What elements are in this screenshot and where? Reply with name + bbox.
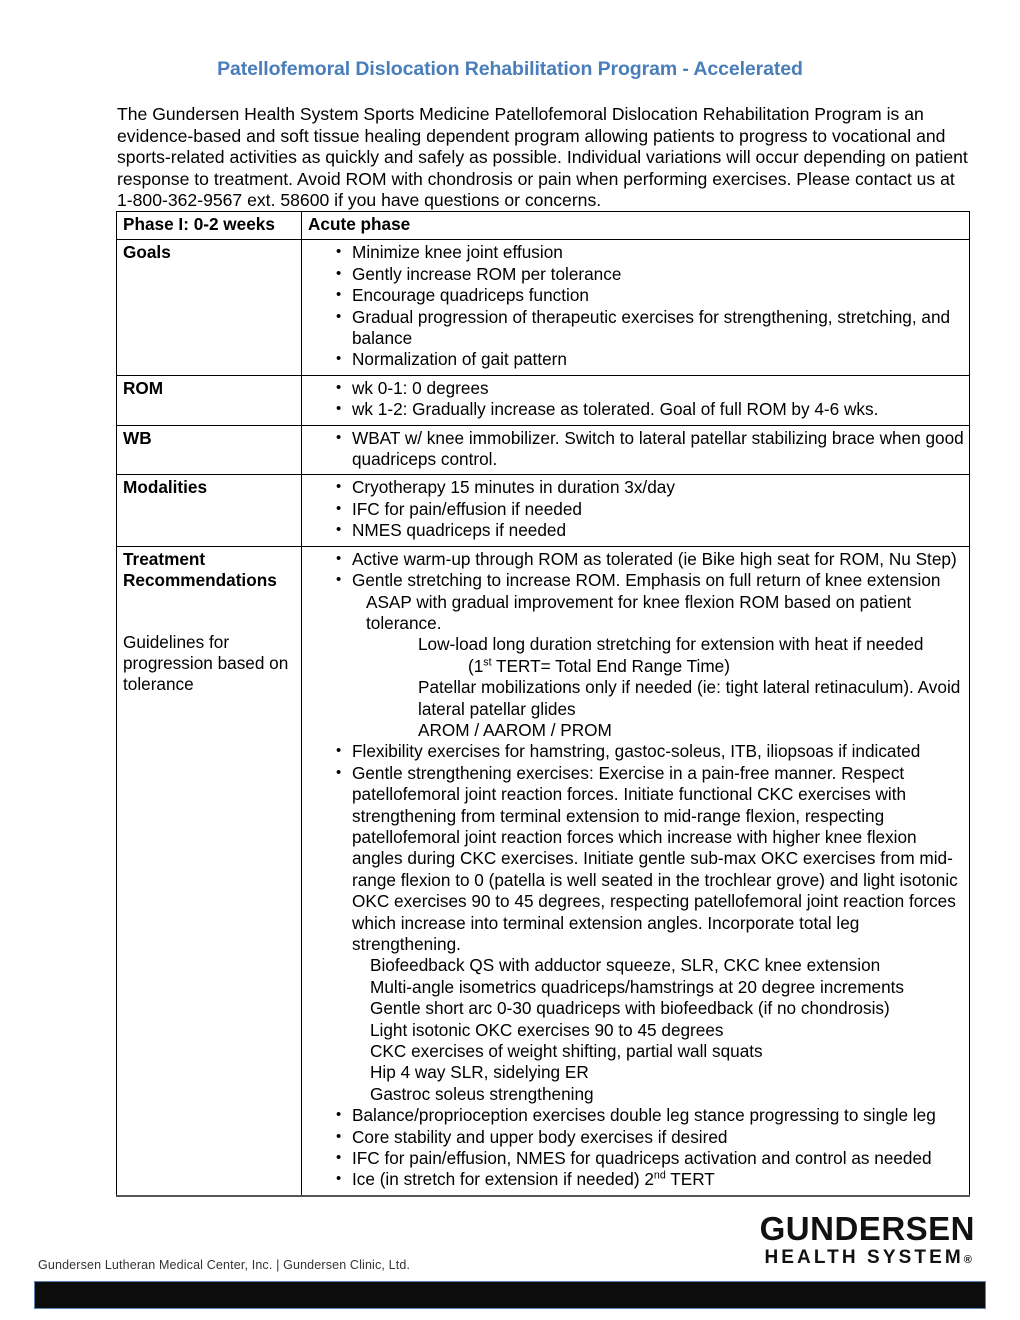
rom-label-cell [117, 375, 302, 425]
list-item: • Minimize knee joint effusion [336, 242, 965, 263]
list-item: • wk 0-1: 0 degrees [336, 378, 965, 399]
list-item: • Gently increase ROM per tolerance [336, 264, 965, 285]
table-row-treatment [117, 546, 970, 1196]
list-item: • Core stability and upper body exercises if desired [336, 1127, 965, 1148]
list-item: • Gentle strengthening exercises: Exercise in a pain-free manner. Respect patellofemoral joint reaction forces. Initiate functional CKC exercises with strengthening from terminal extension to mid-range flexion, respecting patellofemoral joint reaction forces which increase with higher knee flexion angles during CKC exercises. Initiate gentle sub-max OKC exercises from mid-range flexion to 0 (patella is well seated in the trochlear grove) and light isotonic OKC exercises 90 to 45 degrees, respecting patellofemoral joint reaction forces which increase into terminal extension angles. Incorporate total leg strengthening. [336, 763, 965, 956]
logo-tagline-text: HEALTH SYSTEM [764, 1247, 964, 1268]
modalities-body-cell [302, 475, 970, 546]
tert2-superscript: nd [653, 1169, 666, 1182]
exercise-item: Gastroc soleus strengthening [370, 1083, 594, 1104]
list-item: • Gradual progression of therapeutic exercises for strengthening, stretching, and balance [336, 307, 965, 350]
table-row-goals [117, 240, 970, 375]
treatment-sub-item: Patellar mobilizations only if needed (ie: tight lateral retinaculum). Avoid lateral patellar glides [418, 677, 961, 719]
registered-trademark-icon: ® [963, 1254, 975, 1266]
list-item: • Gentle stretching to increase ROM. Emphasis on full return of knee extension [336, 570, 965, 591]
table-row-modalities [117, 475, 970, 546]
list-item: • IFC for pain/effusion, NMES for quadriceps activation and control as needed [336, 1148, 965, 1169]
treatment-sub-item: ASAP with gradual improvement for knee flexion ROM based on patient tolerance. [366, 591, 912, 633]
rehab-protocol-table [116, 211, 970, 1197]
spacer [123, 592, 297, 632]
goals-body-cell [302, 240, 970, 375]
list-item: • Balance/proprioception exercises double leg stance progressing to single leg [336, 1105, 965, 1126]
rom-label: ROM [123, 377, 164, 398]
wb-label-cell [117, 425, 302, 475]
exercise-item: Biofeedback QS with adductor squeeze, SLR, CKC knee extension [370, 955, 881, 976]
treatment-tert-note [308, 656, 965, 677]
list-item: • IFC for pain/effusion if needed [336, 499, 965, 520]
logo-tagline [760, 1247, 975, 1271]
intro-paragraph: The Gundersen Health System Sports Medicine Patellofemoral Dislocation Rehabilitation Program is an evidence-based and soft tissue healing dependent program allowing patients to progress to vocational and sports-related activities as quickly and safely as possible. Individual variations will occur depending on patient response to treatment. Avoid ROM with chondrosis or pain when performing exercises. Please contact us at 1-800-362-9567 ext. 58600 if you have questions or concerns. [117, 104, 968, 210]
treatment-list [308, 549, 965, 592]
ice-suffix: TERT [665, 1169, 715, 1190]
list-item: • Encourage quadriceps function [336, 285, 965, 306]
modalities-label: Modalities [123, 477, 208, 498]
tert-superscript: st [483, 655, 492, 668]
table-row-rom [117, 375, 970, 425]
wb-label: WB [123, 427, 152, 448]
gundersen-logo [760, 1212, 975, 1271]
goals-label-cell [117, 240, 302, 375]
phase-name: Acute phase [308, 214, 411, 234]
exercise-item: Light isotonic OKC exercises 90 to 45 degrees [370, 1019, 724, 1040]
treatment-sub-label: Guidelines for progression based on tolerance [123, 631, 289, 695]
treatment-list-3 [308, 1105, 965, 1191]
list-item: • Cryotherapy 15 minutes in duration 3x/day [336, 477, 965, 498]
list-item [336, 1169, 965, 1190]
modalities-list [308, 477, 965, 541]
treatment-list-2 [308, 741, 965, 955]
treatment-label-cell [117, 546, 302, 1196]
page-title: Patellofemoral Dislocation Rehabilitation Program - Accelerated [217, 58, 803, 80]
goals-list [308, 242, 965, 370]
wb-list [308, 428, 965, 471]
modalities-label-cell [117, 475, 302, 546]
rom-body-cell [302, 375, 970, 425]
list-item: • Flexibility exercises for hamstring, gastoc-soleus, ITB, iliopsoas if indicated [336, 741, 965, 762]
footer-entity-line: Gundersen Lutheran Medical Center, Inc. | Gundersen Clinic, Ltd. [38, 1258, 411, 1272]
exercise-item: Hip 4 way SLR, sidelying ER [370, 1062, 589, 1083]
tert-suffix: TERT= Total End Range Time) [491, 655, 730, 676]
exercise-item: Gentle short arc 0-30 quadriceps with biofeedback (if no chondrosis) [370, 998, 890, 1019]
treatment-sub-item: Low-load long duration stretching for extension with heat if needed [418, 634, 924, 655]
list-item: • Active warm-up through ROM as tolerated (ie Bike high seat for ROM, Nu Step) [336, 549, 965, 570]
wb-body-cell [302, 425, 970, 475]
treatment-sub-item: AROM / AAROM / PROM [418, 719, 612, 740]
treatment-label: Treatment Recommendations [123, 548, 277, 591]
phase-name-cell [302, 212, 970, 240]
list-item: • Normalization of gait pattern [336, 349, 965, 370]
list-item: • WBAT w/ knee immobilizer. Switch to lateral patellar stabilizing brace when good quadriceps control. [336, 428, 965, 471]
logo-wordmark: GUNDERSEN [759, 1210, 975, 1247]
phase-label: Phase I: 0-2 weeks [123, 214, 275, 234]
table-row-phase-header [117, 212, 970, 240]
list-item: • wk 1-2: Gradually increase as tolerated. Goal of full ROM by 4-6 wks. [336, 399, 965, 420]
rom-list [308, 378, 965, 421]
tert-prefix: (1 [468, 655, 484, 676]
exercise-item: CKC exercises of weight shifting, partial wall squats [370, 1041, 763, 1062]
treatment-body-cell [302, 546, 970, 1196]
ice-prefix: Ice (in stretch for extension if needed) 2 [352, 1169, 654, 1190]
exercise-item: Multi-angle isometrics quadriceps/hamstrings at 20 degree increments [370, 976, 905, 997]
footer-bottom-bar [34, 1281, 986, 1309]
list-item: • NMES quadriceps if needed [336, 520, 965, 541]
phase-label-cell [117, 212, 302, 240]
goals-label: Goals [123, 242, 171, 263]
table-row-wb [117, 425, 970, 475]
